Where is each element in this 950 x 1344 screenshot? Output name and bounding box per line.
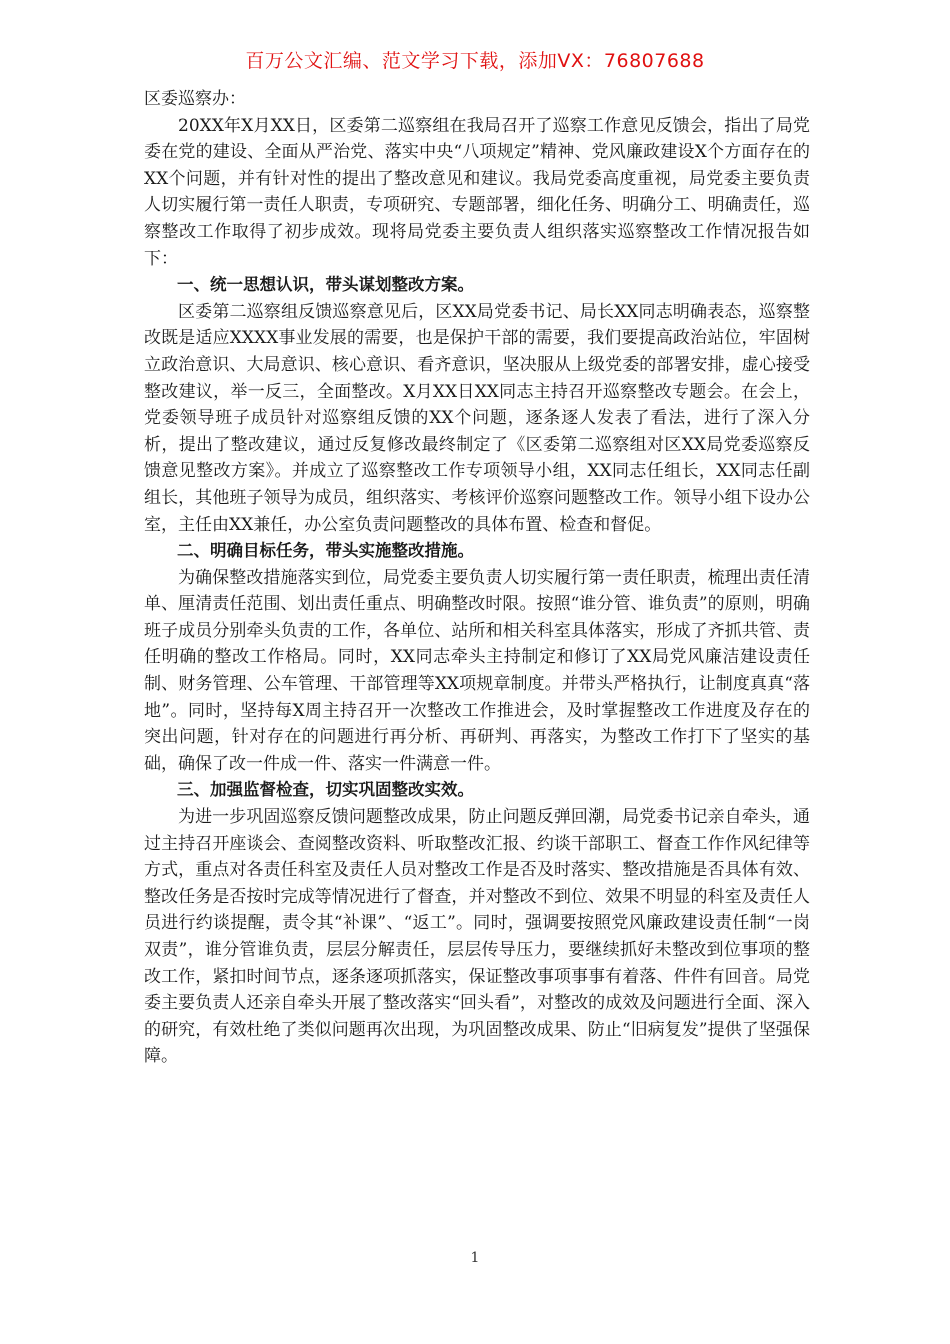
section-body-2: 为确保整改措施落实到位，局党委主要负责人切实履行第一责任职责，梳理出责任清单、厘清责任范围、划出责任重点、明确整改时限。按照“谁分管、谁负责”的原则，明确班子成员分别牵头负责的工作，各单位、站所和相关科室具体落实，形成了齐抓共管、责任明确的整改工作格局。同时，XX同志牵头主持制定和修订了XX局党风廉洁建设责任制、财务管理、公车管理、干部管理等XX项规章制度。并带头严格执行，让制度真真“落地”。同时，坚持每X周主持召开一次整改工作推进会，及时掌握整改工作进度及存在的突出问题，针对存在的问题进行再分析、再研判、再落实，为整改工作打下了坚实的基础，确保了改一件成一件、落实一件满意一件。 bbox=[144, 567, 810, 774]
salutation: 区委巡察办： bbox=[144, 89, 246, 109]
section-heading-2: 二、明确目标任务，带头实施整改措施。 bbox=[177, 541, 474, 561]
page-number: 1 bbox=[470, 1250, 480, 1266]
section-body-3: 为进一步巩固巡察反馈问题整改成果，防止问题反弹回潮，局党委书记亲自牵头，通过主持召开座谈会、查阅整改资料、听取整改汇报、约谈干部职工、督查工作作风纪律等方式，重点对各责任科室及责任人员对整改工作是否及时落实、整改措施是否具体有效、整改任务是否按时完成等情况进行了督查，并对整改不到位、效果不明显的科室及责任人员进行约谈提醒，责令其“补课”、“返工”。同时，强调要按照党风廉政建设责任制“一岗双责”，谁分管谁负责，层层分解责任，层层传导压力，要继续抓好未整改到位事项的整改工作，紧扣时间节点，逐条逐项抓落实，保证整改事项事事有着落、件件有回音。局党委主要负责人还亲自牵头开展了整改落实“回头看”，对整改的成效及问题进行全面、深入的研究，有效杜绝了类似问题再次出现，为巩固整改成果、防止“旧病复发”提供了坚强保障。 bbox=[144, 807, 810, 1067]
intro-paragraph: 20XX年X月XX日，区委第二巡察组在我局召开了巡察工作意见反馈会，指出了局党委在党的建设、全面从严治党、落实中央“八项规定”精神、党风廉政建设X个方面存在的XX个问题，并有针对性的提出了整改意见和建议。我局党委高度重视，局党委主要负责人切实履行第一责任人职责，专项研究、专题部署，细化任务、明确分工、明确责任，巡察整改工作取得了初步成效。现将局党委主要负责人组织落实巡察整改工作情况报告如下： bbox=[144, 115, 810, 269]
document-body bbox=[144, 86, 810, 1070]
section-heading-1: 一、统一思想认识，带头谋划整改方案。 bbox=[177, 275, 474, 295]
section-body-1: 区委第二巡察组反馈巡察意见后，区XX局党委书记、局长XX同志明确表态，巡察整改既是适应XXXX事业发展的需要，也是保护干部的需要，我们要提高政治站位，牢固树立政治意识、大局意识、核心意识、看齐意识，坚决服从上级党委的部署安排，虚心接受整改建议，举一反三，全面整改。X月XX日XX同志主持召开巡察整改专题会。在会上，党委领导班子成员针对巡察组反馈的XX个问题，逐条逐人发表了看法，进行了深入分析，提出了整改建议，通过反复修改最终制定了《区委第二巡察组对区XX局党委巡察反馈意见整改方案》。并成立了巡察整改工作专项领导小组，XX同志任组长，XX同志任副组长，其他班子领导为成员，组织落实、考核评价巡察问题整改工作。领导小组下设办公室，主任由XX兼任，办公室负责问题整改的具体布置、检查和督促。 bbox=[144, 301, 810, 535]
header-banner: 百万公文汇编、范文学习下载，添加VX：76807688 bbox=[245, 50, 705, 72]
section-heading-3: 三、加强监督检查，切实巩固整改实效。 bbox=[177, 780, 474, 800]
